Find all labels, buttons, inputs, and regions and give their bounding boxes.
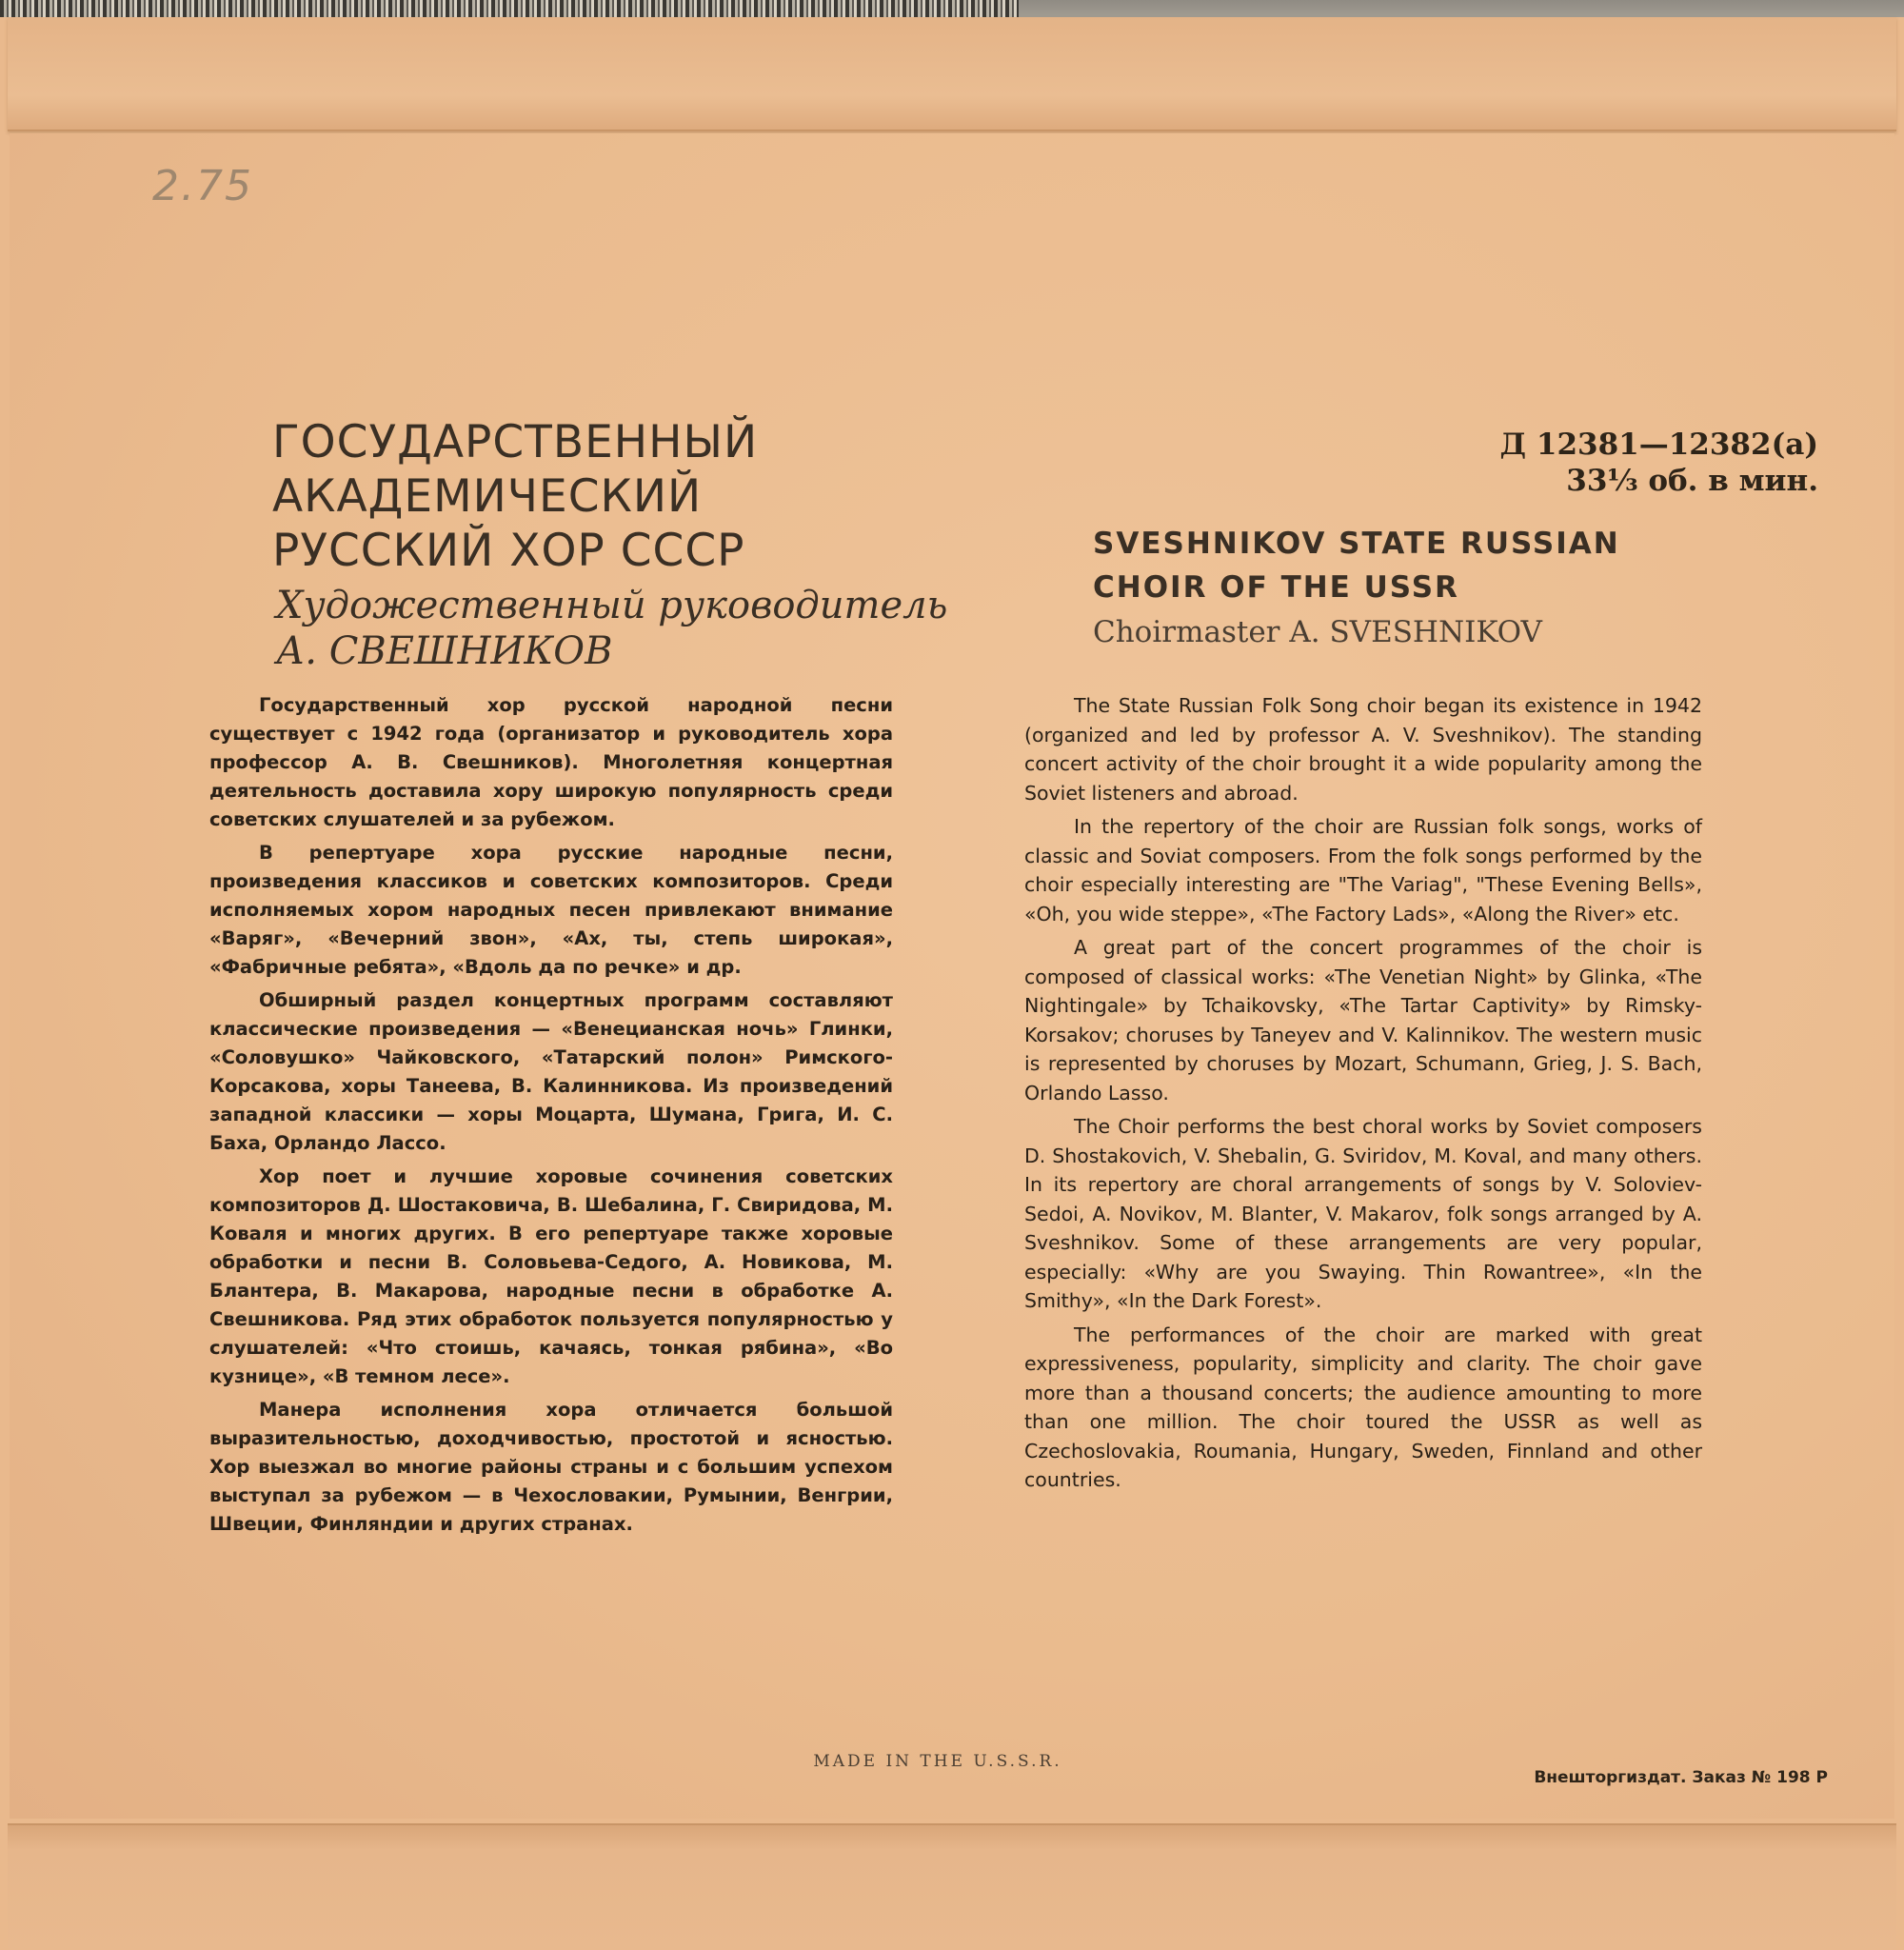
top-flap [8,17,1896,131]
english-title-line: SVESHNIKOV STATE RUSSIAN [1093,527,1620,561]
english-title [1093,522,1816,609]
bottom-flap [8,1823,1896,1950]
english-paragraph: A great part of the concert programmes of the choir is composed of classical works: «The Venetian Night» by Glinka, «The Nightingale» by Tchaikovsky, «The Tartar Captivity» by Rimsky-Korsakov; choruses by Taneyev and V. Kalinnikov. The western music is represented by choruses by Mozart, Schumann, Grieg, J. S. Bach, Orlando Lasso. [1024,936,1702,1104]
english-body-text [1024,691,1702,1500]
top-edge-gray [1019,0,1904,17]
russian-paragraph: В репертуаре хора русские народные песни, произведения классиков и советских композиторов. Среди исполняемых хором народных песен привлекают внимание «Варяг», «Вечерний звон», «Ах, ты, степь широкая», «Фабричные ребята», «Вдоль да по речке» и др. [209,842,893,978]
russian-paragraph: Обширный раздел концертных программ составляют классические произведения — «Венецианская ночь» Глинки, «Соловушко» Чайковского, «Татарский полон» Римского-Корсакова, хоры Танеева, В. Калинникова. Из произведений западной классики — хоры Моцарта, Шумана, Грига, И. С. Баха, Орландо Лассо. [209,989,893,1154]
english-title-line: CHOIR OF THE USSR [1093,570,1459,605]
english-paragraph: In the repertory of the choir are Russian folk songs, works of classic and Soviat composers. From the folk songs performed by the choir especially interesting are "The Variag", "These Evening Bells», «Oh, you wide steppe», «The Factory Lads», «Along the River» etc. [1024,815,1702,925]
russian-paragraph: Государственный хор русской народной песни существует с 1942 года (организатор и руководитель хора профессор А. В. Свешников). Многолетняя концертная деятельность доставила хору широкую популярность среди советских слушателей и за рубежом. [209,694,893,830]
russian-paragraph: Манера исполнения хора отличается большой выразительностью, доходчивостью, простотой и ясностью. Хор выезжал во многие районы страны и с большим успехом выступал за рубежом — в Чехословакии, Румынии, Венгрии, Швеции, Финляндии и других странах. [209,1399,893,1535]
russian-title-line: РУССКИЙ ХОР СССР [272,525,745,577]
russian-title [272,415,996,578]
record-speed: 33⅓ об. в мин. [1566,464,1818,498]
catalog-info [1409,427,1818,499]
english-paragraph: The State Russian Folk Song choir began its existence in 1942 (organized and led by professor A. V. Sveshnikov). The standing concert activity of the choir brought it a wide popularity among the Soviet listeners and abroad. [1024,694,1702,805]
russian-subtitle-line: А. СВЕШНИКОВ [276,629,613,673]
english-subtitle: Choirmaster A. SVESHNIKOV [1093,615,1542,649]
handwritten-price: 2.75 [152,162,253,210]
english-paragraph: The performances of the choir are marked with great expressiveness, popularity, simplicity and clarity. The choir gave more than a thousand concerts; the audience amounting to more than one million. The choir toured the USSR as well as Czechoslovakia, Roumania, Hungary, Sweden, Finnland and other countries. [1024,1323,1702,1491]
catalog-number: Д 12381—12382(а) [1499,428,1818,462]
russian-title-line: ГОСУДАРСТВЕННЫЙ [272,416,759,468]
russian-subtitle-line: Художественный руководитель [276,584,948,627]
top-edge-strip [0,0,1904,17]
russian-body-text [209,691,893,1543]
russian-subtitle [276,583,1000,674]
english-paragraph: The Choir performs the best choral works by Soviet composers D. Shostakovich, V. Shebalin, G. Sviridov, M. Koval, and many others. In its repertory are choral arrangements of songs by V. Soloviev-Sedoi, A. Novikov, M. Blanter, V. Makarov, folk songs arranged by A. Sveshnikov. Some of these arrangements are very popular, especially: «Why are you Swaying. Thin Rowantree», «In the Smithy», «In the Dark Forest». [1024,1115,1702,1312]
made-in-label: MADE IN THE U.S.S.R. [813,1752,1062,1771]
russian-title-line: АКАДЕМИЧЕСКИЙ [272,470,703,523]
russian-paragraph: Хор поет и лучшие хоровые сочинения советских композиторов Д. Шостаковича, В. Шебалина, Г. Свиридова, М. Коваля и многих других. В его репертуаре также хоровые обработки и песни В. Соловьева-Седого, А. Новикова, М. Блантера, В. Макарова, народные песни в обработке А. Свешникова. Ряд этих обработок пользуется популярностью у слушателей: «Что стоишь, качаясь, тонкая рябина», «Во кузнице», «В темном лесе». [209,1165,893,1387]
publisher-order: Внешторгиздат. Заказ № 198 Р [1534,1768,1828,1787]
